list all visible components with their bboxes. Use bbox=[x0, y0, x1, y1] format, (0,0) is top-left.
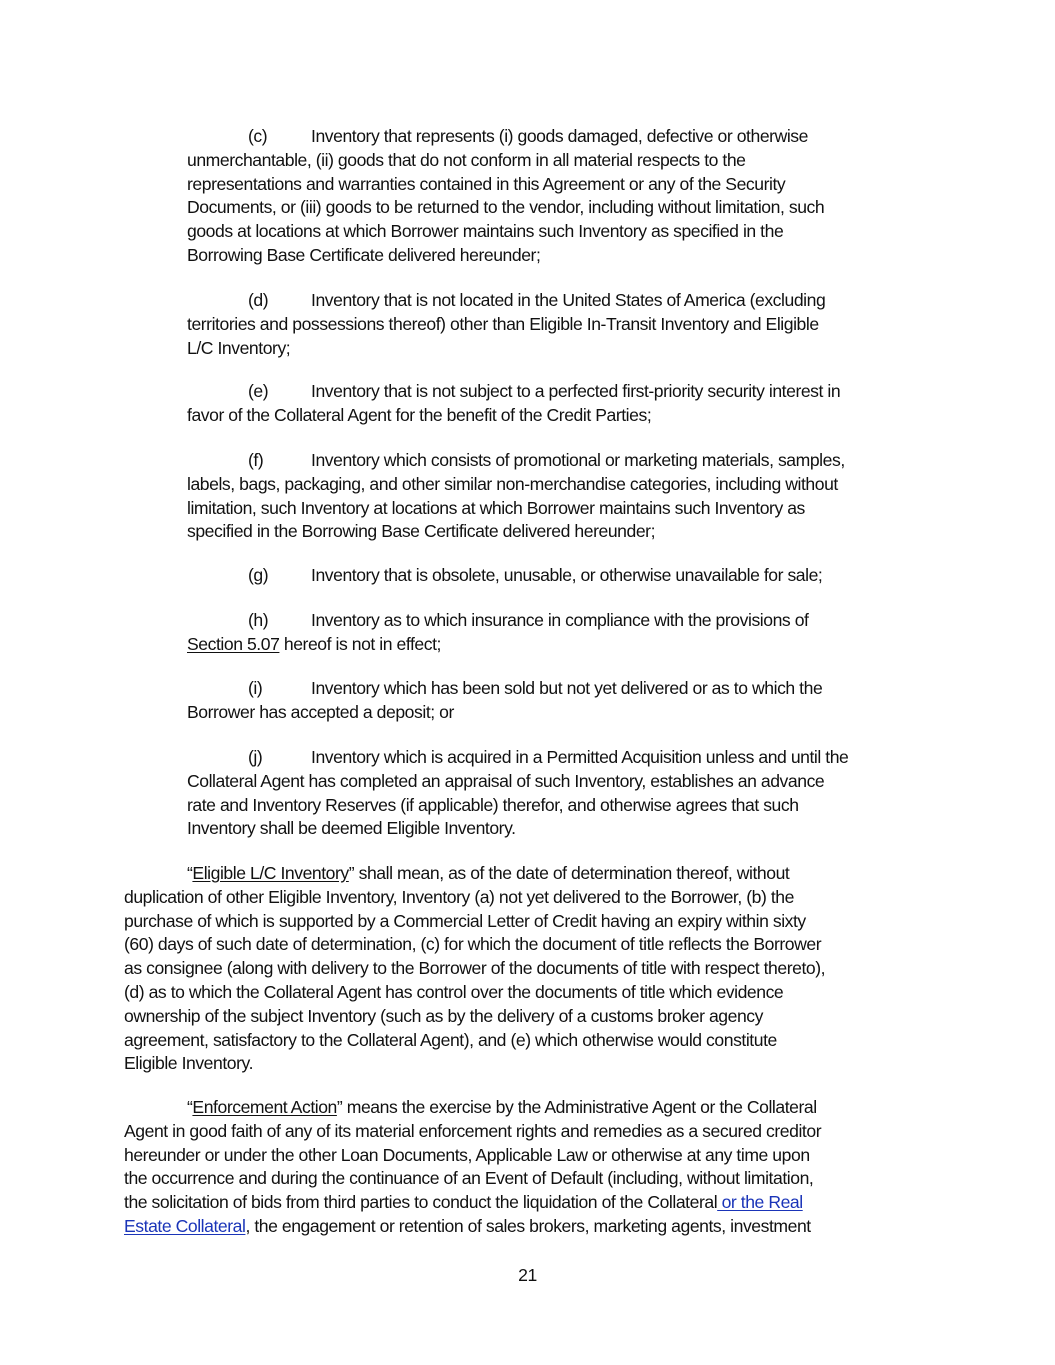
item-label: (c) bbox=[248, 126, 268, 146]
item-text: Inventory that represents (i) goods damaged, defective or otherwise bbox=[311, 126, 808, 146]
list-item-g bbox=[187, 564, 822, 588]
item-line: unmerchantable, (ii) goods that do not conform in all material respects to the bbox=[187, 149, 746, 170]
item-text: Inventory which is acquired in a Permitted Acquisition unless and until the bbox=[311, 747, 849, 767]
definition-line: agreement, satisfactory to the Collateral Agent), and (e) which otherwise would constitute bbox=[124, 1029, 777, 1050]
defined-term: Enforcement Action bbox=[192, 1097, 337, 1117]
open-quote: “ bbox=[187, 1097, 193, 1117]
item-label: (f) bbox=[248, 450, 264, 470]
item-line: territories and possessions thereof) other than Eligible In-Transit Inventory and Eligible bbox=[187, 313, 819, 334]
list-item-j bbox=[187, 746, 848, 841]
definition-line: , the engagement or retention of sales brokers, marketing agents, investment bbox=[245, 1215, 811, 1236]
list-item-f bbox=[187, 449, 845, 544]
definition-enforcement-action bbox=[124, 1096, 821, 1239]
item-text: Inventory which has been sold but not yet delivered or as to which the bbox=[311, 678, 823, 698]
item-label: (d) bbox=[248, 290, 269, 310]
item-line: goods at locations at which Borrower maintains such Inventory as specified in the bbox=[187, 221, 784, 242]
item-line: favor of the Collateral Agent for the benefit of the Credit Parties; bbox=[187, 404, 652, 425]
definition-line: Agent in good faith of any of its material enforcement rights and remedies as a secured creditor bbox=[124, 1120, 822, 1141]
definition-line: (60) days of such date of determination, (c) for which the document of title reflects the Borrower bbox=[124, 934, 822, 955]
item-label: (e) bbox=[248, 381, 269, 401]
item-text: Inventory that is obsolete, unusable, or otherwise unavailable for sale; bbox=[311, 565, 823, 585]
definition-line: the solicitation of bids from third parties to conduct the liquidation of the Collateral bbox=[124, 1192, 718, 1213]
item-label: (j) bbox=[248, 747, 263, 767]
section-reference-link[interactable]: Section 5.07 bbox=[187, 633, 280, 654]
item-line: Collateral Agent has completed an appraisal of such Inventory, establishes an advance bbox=[187, 770, 825, 791]
item-line: L/C Inventory; bbox=[187, 337, 291, 358]
definition-text: ” shall mean, as of the date of determination thereof, without bbox=[348, 863, 790, 883]
item-line: specified in the Borrowing Base Certificate delivered hereunder; bbox=[187, 521, 656, 542]
page-number: 21 bbox=[518, 1265, 537, 1285]
definition-line: as consignee (along with delivery to the Borrower of the documents of title with respect thereto), bbox=[124, 958, 826, 979]
list-item-c bbox=[187, 125, 824, 268]
item-text: Inventory that is not subject to a perfected first-priority security interest in bbox=[311, 381, 841, 401]
item-line: Borrowing Base Certificate delivered hereunder; bbox=[187, 244, 541, 265]
item-line: labels, bags, packaging, and other similar non-merchandise categories, including without bbox=[187, 473, 838, 494]
item-line: limitation, such Inventory at locations at which Borrower maintains such Inventory as bbox=[187, 497, 805, 518]
definition-text: ” means the exercise by the Administrative Agent or the Collateral bbox=[336, 1097, 817, 1117]
item-line: rate and Inventory Reserves (if applicable) therefor, and otherwise agrees that such bbox=[187, 794, 799, 815]
defined-term: Eligible L/C Inventory bbox=[192, 863, 349, 883]
definition-line: purchase of which is supported by a Commercial Letter of Credit having an expiry within sixty bbox=[124, 910, 806, 931]
item-line: hereof is not in effect; bbox=[279, 633, 441, 654]
item-line: representations and warranties contained in this Agreement or any of the Security bbox=[187, 173, 786, 194]
item-label: (g) bbox=[248, 565, 269, 585]
definition-eligible-lc-inventory bbox=[124, 862, 825, 1076]
definition-line: ownership of the subject Inventory (such as by the delivery of a customs broker agency bbox=[124, 1005, 764, 1026]
list-item-e bbox=[187, 380, 840, 428]
definition-line: Eligible Inventory. bbox=[124, 1053, 254, 1074]
open-quote: “ bbox=[187, 863, 193, 883]
real-estate-collateral-link[interactable]: or the Real bbox=[717, 1192, 803, 1213]
item-line: Documents, or (iii) goods to be returned to the vendor, including without limitation, such bbox=[187, 197, 825, 218]
definition-line: duplication of other Eligible Inventory, Inventory (a) not yet delivered to the Borrower, (b) the bbox=[124, 886, 794, 907]
item-text: Inventory as to which insurance in compliance with the provisions of bbox=[311, 610, 809, 630]
item-label: (i) bbox=[248, 678, 263, 698]
item-text: Inventory that is not located in the United States of America (excluding bbox=[311, 290, 826, 310]
item-label: (h) bbox=[248, 610, 269, 630]
item-text: Inventory which consists of promotional or marketing materials, samples, bbox=[311, 450, 845, 470]
item-line: Borrower has accepted a deposit; or bbox=[187, 701, 454, 722]
list-item-h bbox=[187, 609, 808, 657]
list-item-d bbox=[187, 289, 825, 360]
definition-line: (d) as to which the Collateral Agent has control over the documents of title which evidence bbox=[124, 981, 784, 1002]
item-line: Inventory shall be deemed Eligible Inventory. bbox=[187, 818, 516, 839]
definition-line: the occurrence and during the continuance of an Event of Default (including, without limitation, bbox=[124, 1168, 814, 1189]
real-estate-collateral-link-continued[interactable]: Estate Collateral bbox=[124, 1215, 246, 1236]
list-item-i bbox=[187, 677, 822, 725]
definition-line: hereunder or under the other Loan Documents, Applicable Law or otherwise at any time upon bbox=[124, 1144, 810, 1165]
